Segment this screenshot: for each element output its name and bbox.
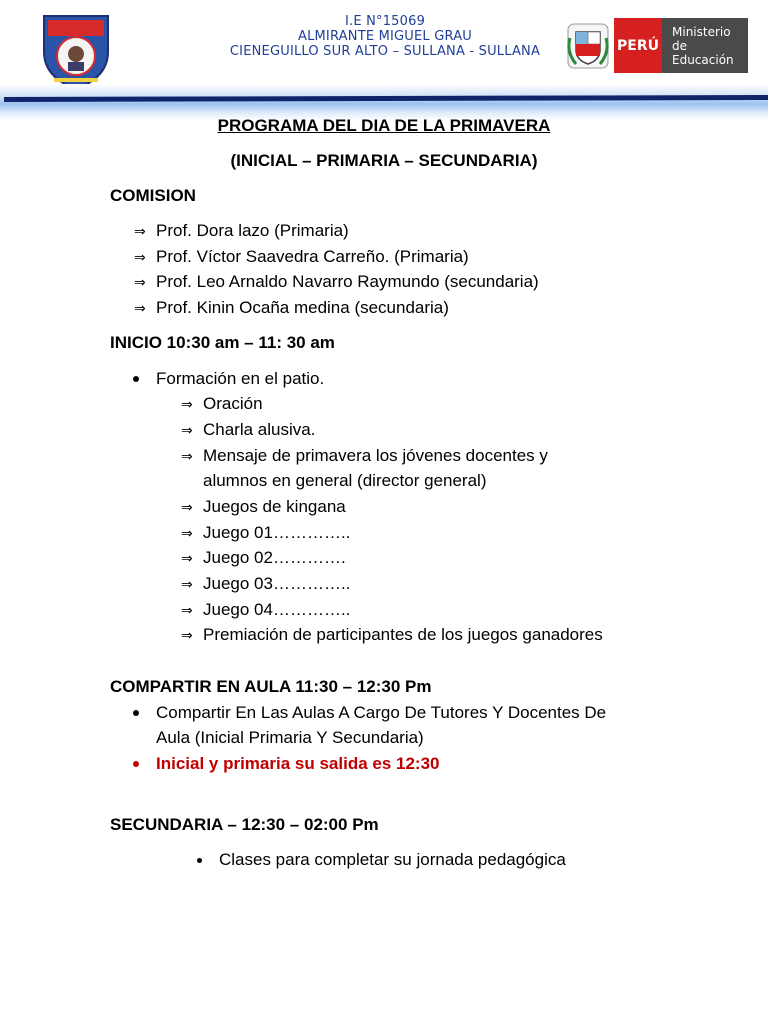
inicio-item: Juego 02…………. [203,548,346,567]
arrow-bullet-icon: ⇒ [134,301,146,317]
peru-brand-box: PERÚ [614,18,662,73]
header-gradient-band [0,84,768,120]
arrow-bullet-icon: ⇒ [181,603,193,619]
bullet-dot-icon [197,858,202,863]
comision-item: Prof. Kinin Ocaña medina (secundaria) [156,298,449,317]
compartir-heading: COMPARTIR EN AULA 11:30 – 12:30 Pm [110,677,432,696]
inicio-item: Oración [203,394,263,413]
inicio-item: Juego 04………….. [203,600,351,619]
ministry-line2: de Educación [672,38,734,67]
inicio-item-continuation: alumnos en general (director general) [203,471,487,490]
inicio-item: Juegos de kingana [203,497,346,516]
arrow-bullet-icon: ⇒ [134,224,146,240]
salida-note: Inicial y primaria su salida es 12:30 [156,754,440,773]
institution-code: I.E N°15069 [344,14,426,29]
arrow-bullet-icon: ⇒ [181,449,193,465]
arrow-bullet-icon: ⇒ [181,500,193,516]
comision-item: Prof. Leo Arnaldo Navarro Raymundo (secundaria) [156,272,539,291]
inicio-item: Mensaje de primavera los jóvenes docentes y [203,446,548,465]
institution-location: CIENEGUILLO SUR ALTO – SULLANA - SULLANA [229,44,541,59]
arrow-bullet-icon: ⇒ [134,250,146,266]
letterhead [0,0,768,120]
comision-item: Prof. Víctor Saavedra Carreño. (Primaria) [156,247,469,266]
ministry-line1: Ministerio [672,24,731,39]
peru-coat-of-arms-icon [566,18,610,72]
inicio-item: Juego 03………….. [203,574,351,593]
document-subtitle: (INICIAL – PRIMARIA – SECUNDARIA) [230,151,538,170]
bullet-dot-icon [133,376,139,382]
arrow-bullet-icon: ⇒ [181,577,193,593]
arrow-bullet-icon: ⇒ [181,397,193,413]
comision-item: Prof. Dora lazo (Primaria) [156,221,349,240]
arrow-bullet-icon: ⇒ [181,423,193,439]
arrow-bullet-icon: ⇒ [134,275,146,291]
inicio-bullet: Formación en el patio. [156,369,325,388]
secundaria-item: Clases para completar su jornada pedagógica [219,850,566,869]
institution-name-block [170,14,600,59]
inicio-item: Premiación de participantes de los juegos ganadores [203,625,603,644]
bullet-dot-icon [133,761,139,767]
inicio-item: Charla alusiva. [203,420,316,439]
ministry-brand-box [662,18,748,73]
inicio-heading: INICIO 10:30 am – 11: 30 am [110,333,335,352]
bullet-dot-icon [133,710,139,716]
compartir-item-continuation: Aula (Inicial Primaria Y Secundaria) [156,728,424,747]
institution-name: ALMIRANTE MIGUEL GRAU [297,29,472,44]
compartir-item: Compartir En Las Aulas A Cargo De Tutores Y Docentes De [156,703,607,722]
school-crest-logo [40,12,112,90]
secundaria-heading: SECUNDARIA – 12:30 – 02:00 Pm [110,815,379,834]
arrow-bullet-icon: ⇒ [181,526,193,542]
comision-heading: COMISION [110,186,196,205]
arrow-bullet-icon: ⇒ [181,628,193,644]
document-title: PROGRAMA DEL DIA DE LA PRIMAVERA [217,116,551,135]
inicio-item: Juego 01………….. [203,523,351,542]
arrow-bullet-icon: ⇒ [181,551,193,567]
